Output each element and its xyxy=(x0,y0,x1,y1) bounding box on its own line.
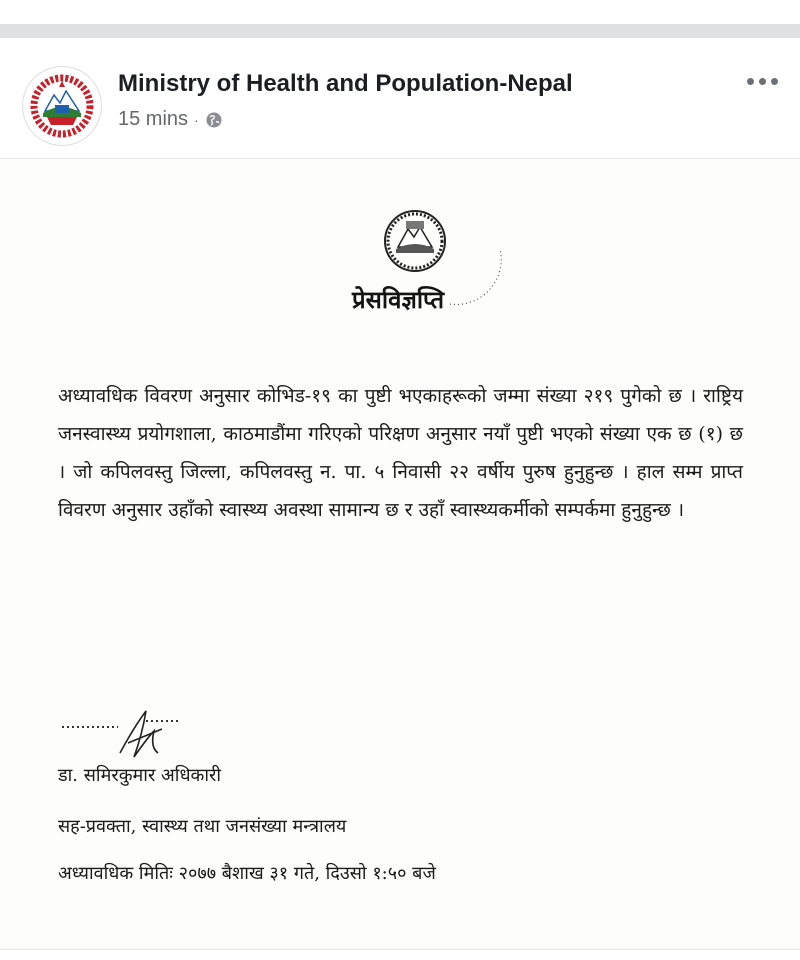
more-options-icon xyxy=(759,78,766,85)
press-stamp xyxy=(340,199,520,329)
press-release-image[interactable] xyxy=(0,159,800,949)
post-header xyxy=(0,38,800,158)
more-options-icon xyxy=(771,78,778,85)
page-name-link[interactable]: Ministry of Health and Population-Nepal xyxy=(118,70,573,97)
nepal-emblem-icon xyxy=(23,67,101,145)
post-bottom-divider xyxy=(0,949,800,950)
more-options-button[interactable] xyxy=(747,78,778,85)
signature xyxy=(58,707,208,767)
meta-separator: · xyxy=(194,111,199,128)
globe-icon[interactable] xyxy=(205,111,223,129)
press-release-title: प्रेसविज्ञप्ति xyxy=(352,285,445,314)
signatory-title: सह-प्रवक्ता, स्वास्थ्य तथा जनसंख्या मन्त्रालय xyxy=(58,816,347,837)
top-bar xyxy=(0,0,800,38)
signatory-name: डा. समिरकुमार अधिकारी xyxy=(58,765,222,786)
post-meta xyxy=(118,108,223,131)
press-release-body: अध्यावधिक विवरण अनुसार कोभिड-१९ का पुष्टी भएकाहरूको जम्मा संख्या २१९ पुगेको छ । राष्ट्रिय जनस्वास्थ्य प्रयोगशाला, काठमाडौंमा गरिएको परिक्षण अनुसार नयाँ पुष्टी भएको संख्या एक छ (१) छ । जो कपिलवस्तु जिल्ला, कपिलवस्तु न. पा. ५ निवासी २२ वर्षीय पुरुष हुनुहुन्छ । हाल सम्म प्राप्त विवरण अनुसार उहाँको स्वास्थ्य अवस्था सामान्य छ र उहाँ स्वास्थ्यकर्मीको सम्पर्कमा हुनुहुन्छ । xyxy=(58,385,743,521)
updated-date: अध्यावधिक मितिः २०७७ बैशाख ३१ गते, दिउसो १:५० बजे xyxy=(58,863,436,884)
page-avatar[interactable] xyxy=(22,66,102,146)
more-options-icon xyxy=(747,78,754,85)
post-time[interactable]: 15 mins xyxy=(118,108,189,130)
top-divider xyxy=(0,24,800,38)
